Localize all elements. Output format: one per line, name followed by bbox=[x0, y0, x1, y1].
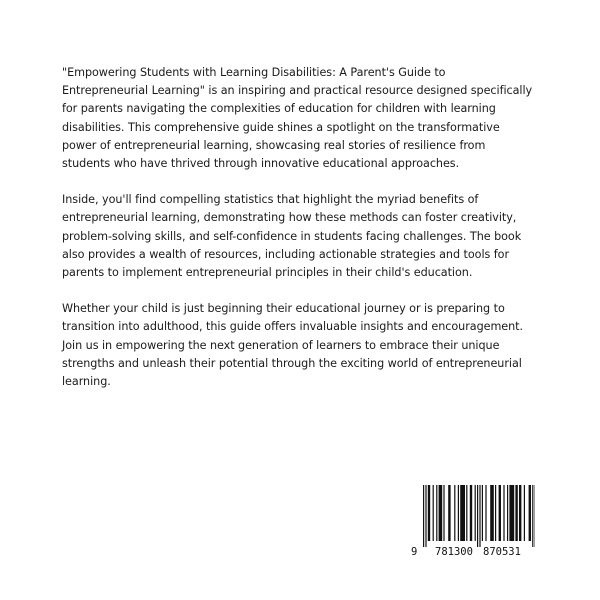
barcode-bar bbox=[519, 485, 521, 541]
barcode-bar bbox=[428, 485, 430, 541]
barcode-bar bbox=[475, 485, 476, 541]
barcode-bar bbox=[436, 485, 437, 541]
barcode-bar bbox=[443, 485, 444, 541]
barcode-bar bbox=[485, 485, 486, 541]
barcode-bar bbox=[454, 485, 455, 541]
barcode-bar bbox=[466, 485, 467, 541]
barcode-bar bbox=[524, 485, 525, 541]
barcode-bar bbox=[495, 485, 496, 541]
barcode-bar bbox=[458, 485, 459, 541]
barcode-number bbox=[413, 546, 543, 560]
barcode-bar bbox=[509, 485, 514, 541]
barcode-bar bbox=[507, 485, 508, 541]
barcode-bar bbox=[529, 485, 531, 541]
blurb-paragraph-3: Whether your child is just beginning their educational journey or is preparing to transition into adulthood, this guide offers invaluable insights and encouragement. Join us in empowering the next generation of learners to embrace their unique strengths and unleash their potential through the exciting world of entrepreneurial learning. bbox=[62, 302, 524, 389]
barcode-bar bbox=[515, 485, 517, 541]
barcode-digit-first: 9 bbox=[411, 546, 418, 558]
barcode-bar bbox=[490, 485, 494, 541]
barcode-bar bbox=[499, 485, 501, 541]
barcode-digits-right: 870531 bbox=[483, 546, 521, 558]
barcode-bars bbox=[421, 485, 535, 547]
barcode-digits-left: 781300 bbox=[435, 546, 473, 558]
barcode-bar bbox=[425, 485, 426, 547]
barcode-bar bbox=[433, 485, 434, 541]
barcode-bar bbox=[477, 485, 478, 547]
barcode-bar bbox=[482, 485, 483, 541]
barcode-bar bbox=[470, 485, 472, 541]
barcode-bar bbox=[460, 485, 465, 541]
barcode-bar bbox=[423, 485, 424, 547]
barcode-bar bbox=[448, 485, 450, 541]
barcode-bar bbox=[439, 485, 443, 541]
isbn-barcode bbox=[413, 483, 543, 563]
barcode-bar bbox=[503, 485, 504, 541]
blurb-paragraph-2: Inside, you'll find compelling statistics that highlight the myriad benefits of entrepreneurial learning, demonstrating how these methods can foster creativity, problem-solving skills, and self-confidence in students facing challenges. The book also provides a wealth of resources, including actionable strategies and tools for parents to implement entrepreneurial principles in their child's education. bbox=[62, 193, 522, 280]
blurb-paragraph-1: "Empowering Students with Learning Disabilities: A Parent's Guide to Entrepreneurial Learning" is an inspiring and practical resource designed specifically for parents navigating the complexities of education for children with learning disabilities. This comprehensive guide shines a spotlight on the transformative power of entrepreneurial learning, showcasing real stories of resilience from students who have thrived through innovative educational approaches. bbox=[62, 66, 533, 171]
barcode-bar bbox=[479, 485, 480, 547]
barcode-bar bbox=[532, 485, 533, 547]
cover-blurb bbox=[62, 64, 534, 409]
